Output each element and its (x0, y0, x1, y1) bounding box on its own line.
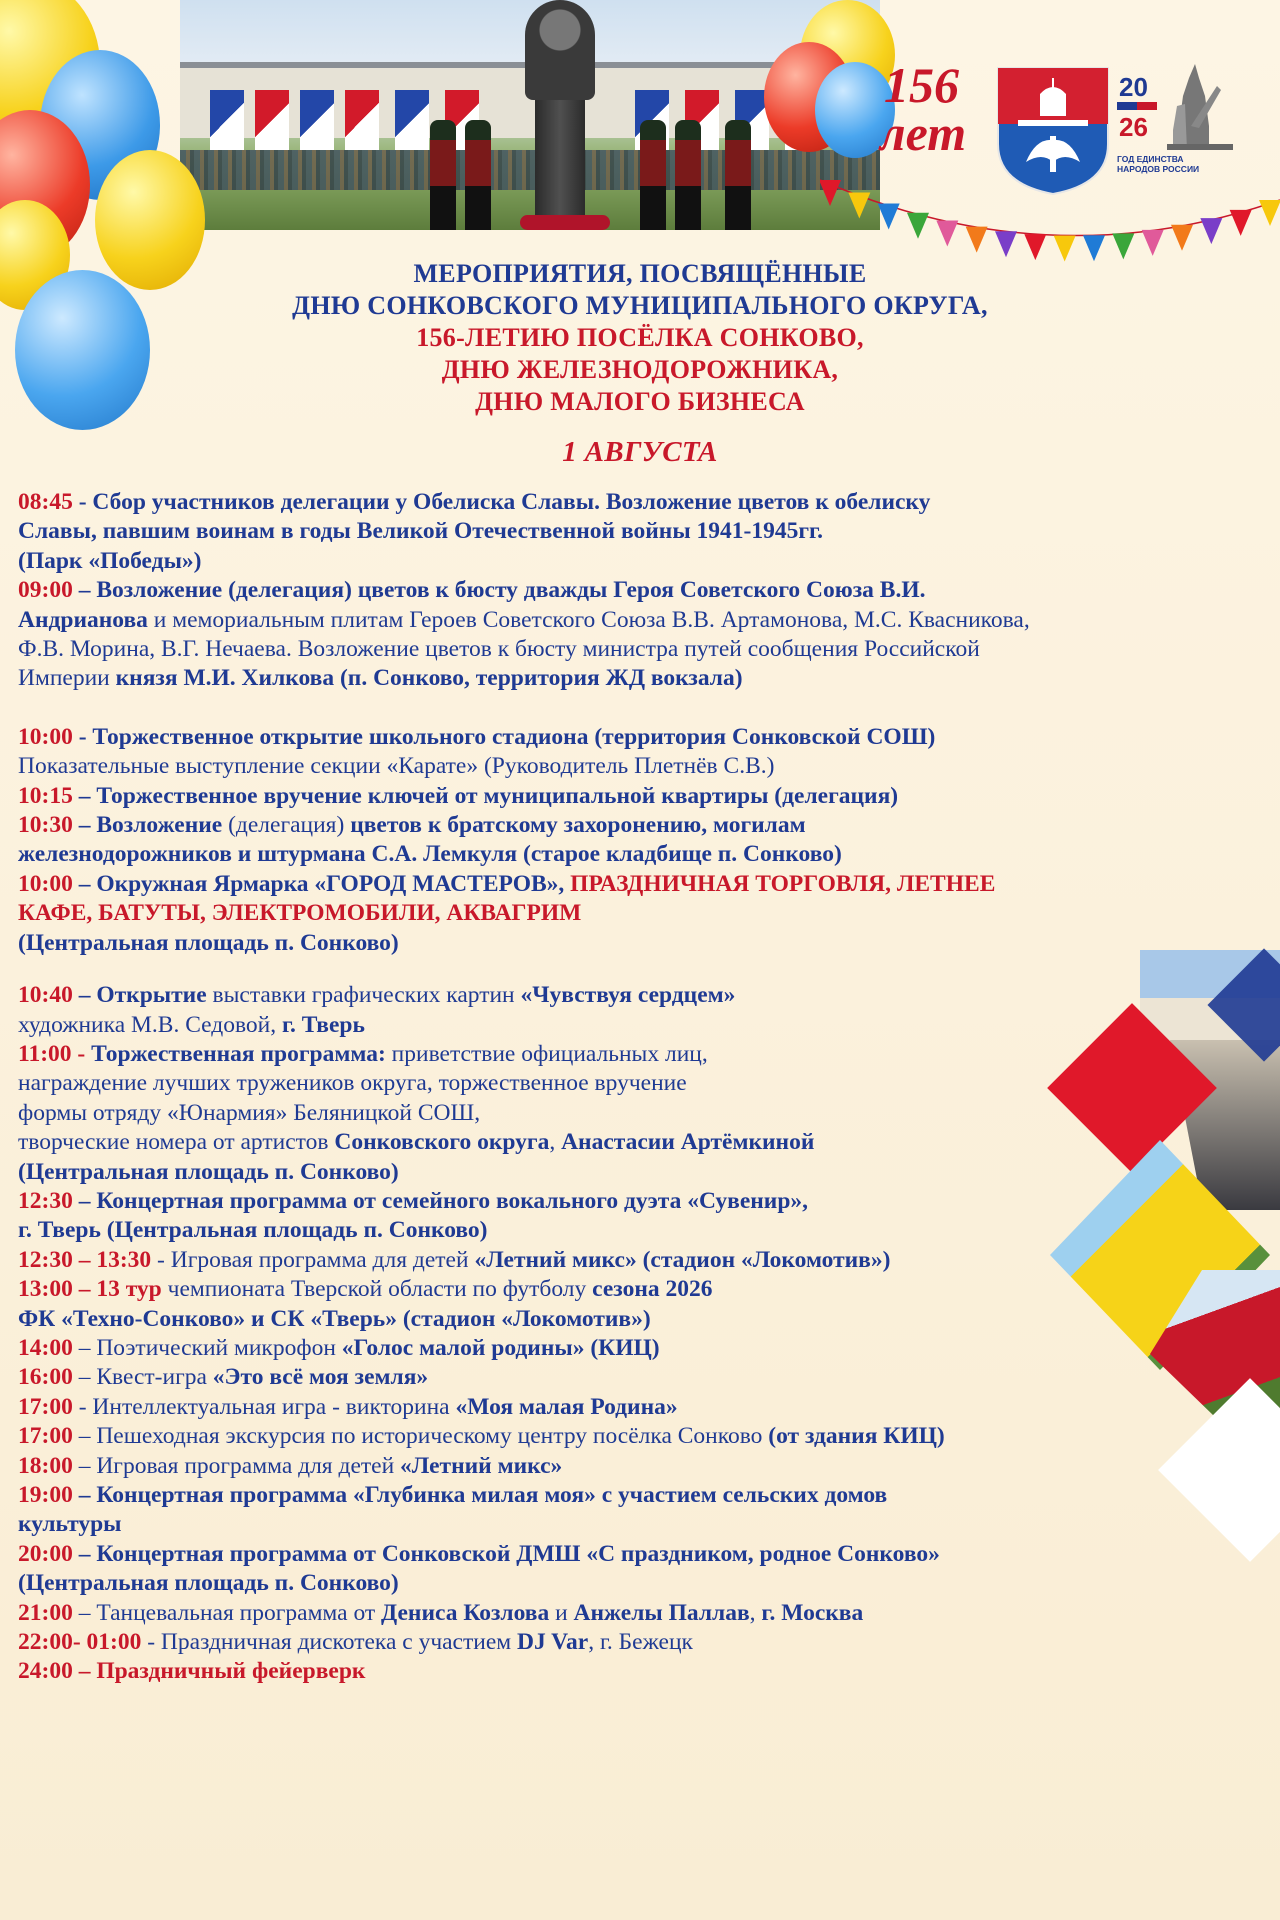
event-text: – Пешеходная экскурсия по историческому центру посёлка Сонково (72, 1423, 769, 1450)
event-text: – Концертная программа от семейного вокального дуэта «Сувенир», (72, 1187, 809, 1214)
event-text: (делегация) (228, 812, 345, 839)
event-text: (от здания КИЦ) (768, 1423, 945, 1450)
event-text: Империи (18, 665, 116, 692)
schedule-item (18, 1540, 1258, 1569)
photo-soldier (465, 120, 491, 230)
event-location: (Центральная площадь п. Сонково) (18, 929, 399, 956)
event-text: – Квест-игра (72, 1364, 213, 1391)
event-text: формы отряду «Юнармия» Беляницкой СОШ, (18, 1099, 481, 1126)
pennant-flag (1200, 218, 1222, 244)
schedule (18, 488, 1258, 1687)
event-text: - Торжественное открытие школьного стадиона (территория Сонковской СОШ) (72, 723, 936, 750)
event-text: Торжественная программа: (91, 1040, 386, 1067)
event-text: , (749, 1599, 762, 1626)
event-text: награждение лучших тружеников округа, торжественное вручение (18, 1070, 687, 1097)
anniversary-number: 156 (884, 57, 959, 113)
event-time: 18:00 (18, 1452, 73, 1479)
event-text: чемпионата Тверской области по футболу (161, 1276, 593, 1303)
event-text: железнодорожников и штурмана С.А. Лемкуля (старое кладбище п. Сонково) (18, 841, 842, 868)
photo-crowd (180, 150, 880, 190)
event-text: Славы, павшим воинам в годы Великой Отечественной войны 1941-1945гг. (18, 518, 823, 545)
event-text: , (549, 1129, 562, 1156)
schedule-item (18, 1481, 1258, 1510)
photo-flag (210, 90, 244, 150)
event-text: культуры (18, 1511, 122, 1538)
monument-pedestal (535, 95, 585, 230)
logo-stripe (1117, 102, 1157, 110)
schedule-item (18, 1393, 1258, 1422)
event-text: – Возложение (72, 812, 229, 839)
event-text: ФК «Техно-Сонково» и СК «Тверь» (стадион «Локомотив») (18, 1305, 651, 1332)
event-time: 16:00 (18, 1364, 73, 1391)
event-text: - Интеллектуальная игра - викторина (72, 1393, 456, 1420)
event-text: «Летний микс» (400, 1452, 563, 1479)
event-time: 17:00 (18, 1423, 73, 1450)
event-time: 08:45 (18, 489, 73, 515)
event-text: творческие номера от артистов (18, 1129, 335, 1156)
event-location: (Парк «Победы») (18, 547, 202, 574)
event-text: Показательные выступление секции «Карате» (Руководитель Плетнёв С.В.) (18, 753, 775, 780)
event-text: «Голос малой родины» (КИЦ) (341, 1334, 660, 1361)
event-text: г. Тверь (282, 1011, 365, 1038)
pennant-flag (820, 180, 841, 206)
event-text: цветов к братскому захоронению, могилам (344, 812, 806, 839)
event-text: - Праздничная дискотека с участием (141, 1629, 518, 1656)
pennant-flag (1230, 210, 1252, 236)
schedule-item (18, 576, 1258, 605)
event-text: – Праздничный фейерверк (72, 1658, 366, 1685)
event-text: приветствие официальных лиц, (385, 1040, 708, 1067)
title-line-2: ДНЮ СОНКОВСКОГО МУНИЦИПАЛЬНОГО ОКРУГА, (292, 291, 988, 320)
schedule-item (18, 723, 1258, 752)
event-text: «Летний микс» (стадион «Локомотив») (474, 1246, 891, 1273)
event-text: «Чувствуя сердцем» (520, 982, 736, 1009)
event-text: – Игровая программа для детей (72, 1452, 401, 1479)
event-text: «Это всё моя земля» (212, 1364, 429, 1391)
event-text: Анжелы Паллав (573, 1599, 750, 1626)
event-time: 10:00 (18, 723, 73, 750)
event-text: выставки графических картин (206, 982, 521, 1009)
event-time: 11:00 (18, 1040, 72, 1067)
logo-caption-line2: НАРОДОВ РОССИИ (1117, 164, 1200, 174)
event-text: сезона 2026 (592, 1276, 713, 1303)
event-time: 22:00- 01:00 (18, 1629, 142, 1656)
logo-year-part1: 20 (1119, 72, 1148, 102)
schedule-item (18, 1363, 1258, 1392)
pennant-flag (936, 221, 958, 247)
schedule-item (18, 1628, 1258, 1657)
schedule-item (18, 488, 1258, 517)
event-time: 10:30 (18, 812, 73, 839)
event-text: - Игровая программа для детей (151, 1246, 475, 1273)
event-date: 1 АВГУСТА (562, 436, 718, 468)
event-text: Андрианова (18, 606, 148, 633)
schedule-item (18, 1040, 1258, 1069)
event-text: художника М.В. Седовой, (18, 1011, 282, 1038)
event-text: Анастасии Артёмкиной (561, 1129, 815, 1156)
event-time: 12:30 (18, 1187, 73, 1214)
event-location: (Центральная площадь п. Сонково) (18, 1158, 399, 1185)
schedule-item (18, 981, 1258, 1010)
title-line-4: ДНЮ ЖЕЛЕЗНОДОРОЖНИКА, (441, 355, 839, 384)
pennant-flag (878, 203, 900, 229)
schedule-item (18, 1422, 1258, 1451)
schedule-item (18, 1599, 1258, 1628)
event-time: 17:00 (18, 1393, 73, 1420)
logo-caption-line1: ГОД ЕДИНСТВА (1117, 154, 1184, 164)
pennant-flag (1112, 233, 1134, 259)
event-text: Сонковского округа (334, 1129, 550, 1156)
event-text: ПРАЗДНИЧНАЯ ТОРГОВЛЯ, ЛЕТНЕЕ (570, 870, 996, 897)
photo-flowers (520, 215, 610, 230)
event-text: – Возложение (делегация) цветов к бюсту дважды Героя Советского Союза В.И. (72, 577, 926, 604)
event-time: 10:40 (18, 982, 73, 1009)
schedule-item (18, 782, 1258, 811)
event-text: – Танцевальная программа от (72, 1599, 382, 1626)
anniversary-word: лет (880, 105, 967, 161)
pennant-flag (848, 193, 870, 219)
event-time: 14:00 (18, 1334, 73, 1361)
event-time: 20:00 (18, 1540, 73, 1567)
photo-flag (345, 90, 379, 150)
photo-flag (300, 90, 334, 150)
event-text: КАФЕ, БАТУТЫ, ЭЛЕКТРОМОБИЛИ, АКВАГРИМ (18, 900, 582, 927)
event-time: 13:00 – 13 тур (18, 1276, 162, 1303)
event-text: DJ Var (517, 1629, 589, 1656)
schedule-item (18, 1275, 1258, 1304)
pennant-flag (907, 213, 929, 239)
event-text: и мемориальным плитам Героев Советского Союза В.В. Артамонова, М.С. Квасникова, (147, 606, 1030, 633)
pennant-flag (966, 227, 988, 253)
event-time: 19:00 (18, 1482, 73, 1508)
event-text: – Концертная программа от Сонковской ДМШ «С праздником, родное Сонково» (72, 1540, 940, 1567)
event-text: «Моя малая Родина» (455, 1393, 678, 1420)
unity-year-logo (1117, 56, 1237, 182)
pennant-flag (995, 231, 1017, 257)
logo-year-part2: 26 (1119, 112, 1148, 142)
event-text: – Окружная Ярмарка «ГОРОД МАСТЕРОВ», (72, 870, 571, 897)
spacer (18, 958, 1258, 981)
event-text: - (71, 1040, 92, 1067)
event-text: – Торжественное вручение ключей от муниципальной квартиры (делегация) (72, 782, 899, 809)
schedule-item (18, 1452, 1258, 1481)
event-text: Дениса Козлова (381, 1599, 550, 1626)
event-time: 10:15 (18, 782, 73, 809)
monument-bust (525, 0, 595, 100)
schedule-item (18, 1246, 1258, 1275)
event-location: князя М.И. Хилкова (п. Сонково, территория ЖД вокзала) (115, 665, 743, 692)
event-time: 12:30 – 13:30 (18, 1246, 152, 1273)
event-text: и (549, 1599, 574, 1626)
pennant-flag (1171, 225, 1193, 251)
title-line-3: 156-ЛЕТИЮ ПОСЁЛКА СОНКОВО, (416, 323, 864, 352)
event-text: , г. Бежецк (588, 1629, 693, 1656)
schedule-item (18, 870, 1258, 899)
event-text: Ф.В. Морина, В.Г. Нечаева. Возложение цветов к бюсту министра путей сообщения Российской (18, 636, 980, 663)
event-time: 09:00 (18, 577, 73, 604)
photo-soldier (640, 120, 666, 230)
photo-flag (395, 90, 429, 150)
title-line-5: ДНЮ МАЛОГО БИЗНЕСА (475, 387, 805, 416)
pennant-flag (1142, 230, 1164, 256)
event-time: 24:00 (18, 1658, 73, 1685)
event-text: – Открытие (72, 982, 207, 1009)
photo-soldier (675, 120, 701, 230)
schedule-item (18, 1187, 1258, 1216)
photo-soldier (725, 120, 751, 230)
event-location: г. Тверь (Центральная площадь п. Сонково) (18, 1217, 488, 1244)
schedule-item (18, 1657, 1258, 1686)
event-text: – Концертная программа «Глубинка милая моя» с участием сельских домов (72, 1482, 888, 1508)
pennant-flag (1259, 200, 1280, 226)
event-time: 21:00 (18, 1599, 73, 1626)
spacer (18, 694, 1258, 723)
photo-soldier (430, 120, 456, 230)
schedule-item (18, 1334, 1258, 1363)
event-location: (Центральная площадь п. Сонково) (18, 1570, 399, 1597)
title-line-1: МЕРОПРИЯТИЯ, ПОСВЯЩЁННЫЕ (413, 259, 867, 288)
event-text: - Сбор участников делегации у Обелиска Славы. Возложение цветов к обелиску (72, 489, 931, 515)
event-text: – Поэтический микрофон (72, 1334, 342, 1361)
schedule-item (18, 811, 1258, 840)
pennant-flag (1024, 234, 1046, 260)
event-time: 10:00 (18, 870, 73, 897)
photo-flag (255, 90, 289, 150)
event-text: г. Москва (761, 1599, 864, 1626)
